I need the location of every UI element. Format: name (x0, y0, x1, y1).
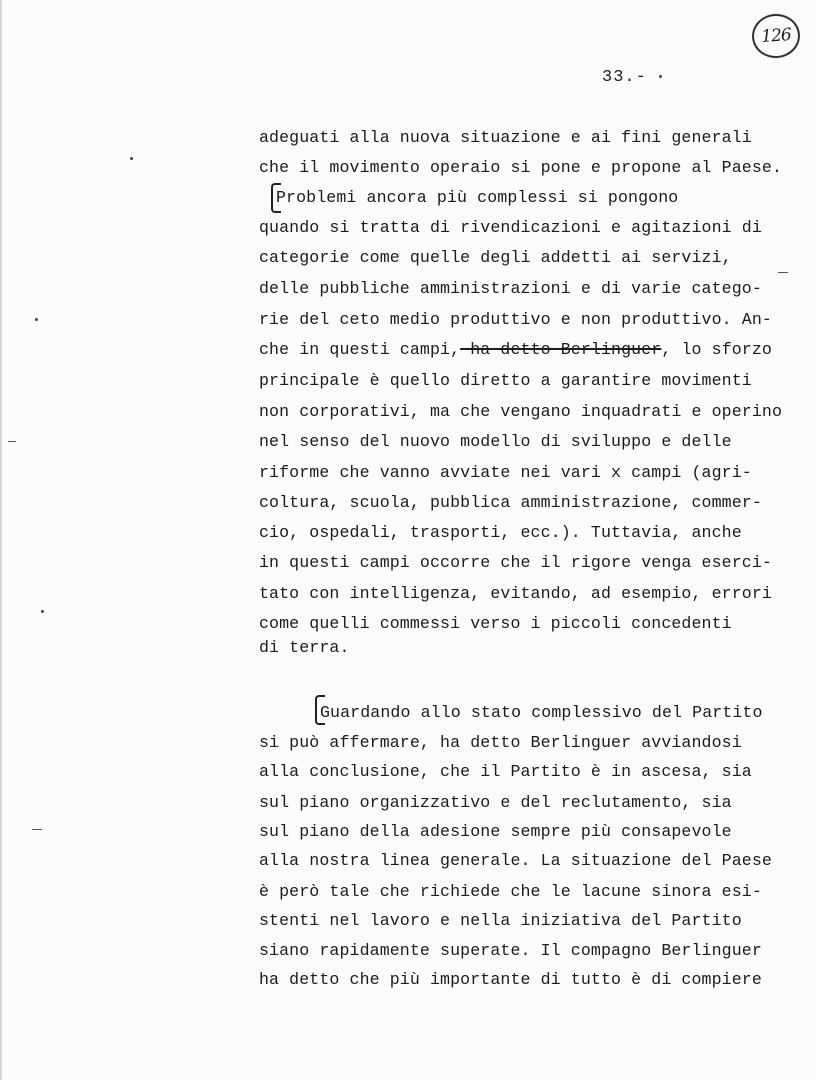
text-line: Guardando allo stato complessivo del Partito (320, 703, 763, 722)
text-line: siano rapidamente superate. Il compagno Berlinguer (259, 941, 762, 960)
archive-number-stamp (751, 12, 802, 59)
archive-number: 126 (760, 24, 792, 48)
text-line: non corporativi, ma che vengano inquadrati e operino (259, 402, 783, 421)
text-line: coltura, scuola, pubblica amministrazione, commer- (259, 493, 762, 512)
text-segment: che in questi campi, (259, 340, 461, 359)
text-line: adeguati alla nuova situazione e ai fini generali (259, 128, 752, 147)
text-line: cio, ospedali, trasporti, ecc.). Tuttavia, anche (259, 523, 742, 542)
text-line-with-strikethrough (259, 340, 772, 360)
text-line: categorie come quelle degli addetti ai servizi, (259, 248, 732, 267)
text-line: alla conclusione, che il Partito è in ascesa, sia (259, 762, 752, 781)
text-line: alla nostra linea generale. La situazione del Paese (259, 851, 772, 870)
text-line: Problemi ancora più complessi si pongono (276, 188, 679, 207)
text-line: riforme che vanno avviate nei vari x campi (agri- (259, 463, 752, 482)
text-line: di terra. (259, 638, 350, 657)
text-line: che il movimento operaio si pone e propone al Paese. (259, 158, 783, 177)
scan-mark (32, 829, 42, 830)
text-line: è però tale che richiede che le lacune sinora esi- (259, 882, 762, 901)
text-line: nel senso del nuovo modello di sviluppo e delle (259, 432, 732, 451)
text-line: sul piano organizzativo e del reclutamento, sia (259, 793, 732, 812)
text-line: principale è quello diretto a garantire movimenti (259, 371, 752, 390)
text-segment: , lo sforzo (661, 340, 772, 359)
text-line: sul piano della adesione sempre più consapevole (259, 822, 732, 841)
page-number: 33.- (602, 68, 647, 87)
text-line: delle pubbliche amministrazioni e di varie catego- (259, 279, 762, 298)
text-line: tato con intelligenza, evitando, ad esempio, errori (259, 584, 772, 603)
scan-speck (41, 610, 44, 613)
text-line: in questi campi occorre che il rigore venga eserci- (259, 553, 772, 572)
scan-speck (130, 157, 133, 160)
text-line: come quelli commessi verso i piccoli concedenti (259, 614, 732, 633)
scan-mark (8, 441, 16, 442)
text-line: quando si tratta di rivendicazioni e agitazioni di (259, 218, 762, 237)
text-line: ha detto che più importante di tutto è di compiere (259, 970, 762, 989)
scan-mark (778, 272, 788, 273)
text-line: si può affermare, ha detto Berlinguer avviandosi (259, 733, 742, 752)
text-line: rie del ceto medio produttivo e non produttivo. An- (259, 310, 772, 329)
text-line: stenti nel lavoro e nella iniziativa del Partito (259, 911, 742, 930)
struck-text: ha detto Berlinguer (460, 340, 662, 359)
scan-speck (35, 318, 38, 321)
scan-speck (659, 75, 662, 78)
